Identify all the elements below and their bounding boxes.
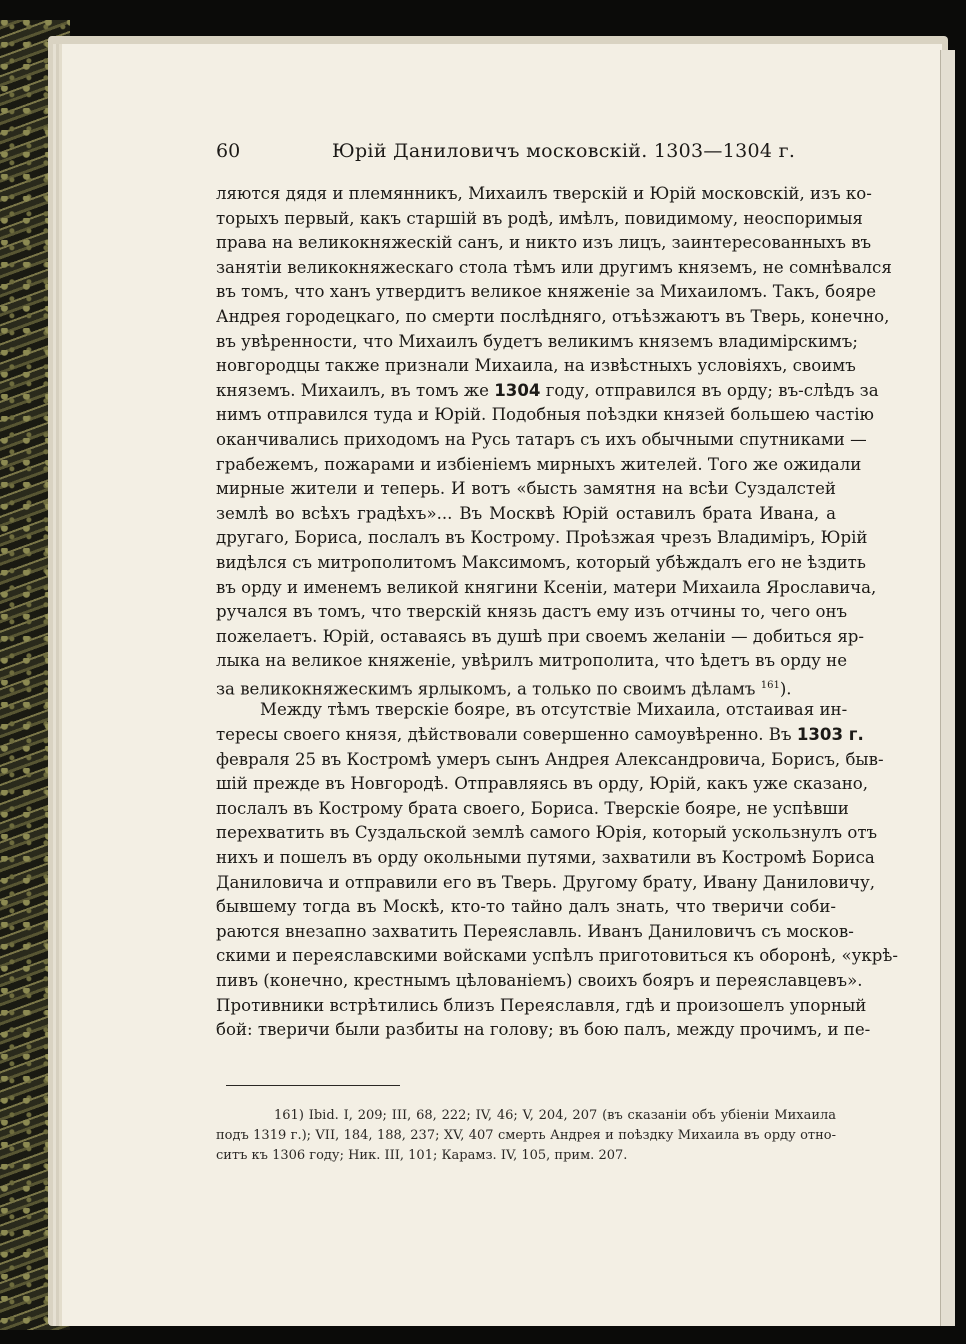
text-line: мирные жители и теперь. И вотъ «бысть замятня на всѣи Суздалстей xyxy=(216,479,836,499)
text-line: грабежемъ, пожарами и избіеніемъ мирныхъ жителей. Того же ожидали xyxy=(216,454,862,474)
text-line: Андрея городецкаго, по смерти послѣдняго, отъѣзжаютъ въ Тверь, конечно, xyxy=(216,306,890,326)
text-line: другаго, Бориса, послалъ въ Кострому. Проѣзжая чрезъ Владиміръ, Юрій xyxy=(216,528,868,548)
text-line: нимъ отправился туда и Юрій. Подобныя поѣздки князей большею частію xyxy=(216,405,875,425)
footnote-line: подъ 1319 г.); VII, 184, 188, 237; XV, 407 смерть Андрея и поѣздку Михаила въ орду отно- xyxy=(216,1128,836,1143)
year-1303: 1303 г. xyxy=(796,725,864,745)
text-segment: году, отправился въ орду; въ-слѣдъ за xyxy=(540,380,879,400)
footnote-rule xyxy=(226,1085,400,1086)
text-line: бывшему тогда въ Москѣ, кто-то тайно далъ знать, что тверичи соби- xyxy=(216,897,836,917)
text-line: ручался въ томъ, что тверскій князь дастъ ему изъ отчины то, чего онъ xyxy=(216,602,848,622)
facing-page-edge xyxy=(940,50,955,1326)
text-line: пивъ (конечно, крестнымъ цѣлованіемъ) своихъ бояръ и переяславцевъ». xyxy=(216,971,863,990)
text-line: бой: тверичи были разбиты на голову; въ бою палъ, между прочимъ, и пе- xyxy=(216,1020,871,1040)
text-segment: княземъ. Михаилъ, въ томъ же xyxy=(216,380,489,400)
text-line: занятіи великокняжескаго стола тѣмъ или другимъ княземъ, не сомнѣвался xyxy=(216,257,892,277)
text-segment: за великокняжескимъ ярлыкомъ, а только по своимъ дѣламъ xyxy=(216,679,756,699)
text-line: видѣлся съ митрополитомъ Максимомъ, который убѣждалъ его не ѣздить xyxy=(216,552,866,572)
text-line: февраля 25 въ Костромѣ умеръ сынъ Андрея Александровича, Борисъ, быв- xyxy=(216,749,884,769)
text-line: землѣ во всѣхъ градѣхъ»... Въ Москвѣ Юрій оставилъ брата Ивана, а xyxy=(216,503,836,523)
text-line: скими и переяславскими войсками успѣлъ приготовиться къ оборонѣ, «укрѣ- xyxy=(216,946,898,966)
footnote-ref: 161 xyxy=(760,679,780,691)
running-header xyxy=(216,140,836,170)
footnotes xyxy=(216,1106,836,1166)
footnote-line: ситъ къ 1306 году; Ник. III, 101; Карамз. IV, 105, прим. 207. xyxy=(216,1148,628,1163)
text-line: Даниловича и отправили его въ Тверь. Другому брату, Ивану Даниловичу, xyxy=(216,872,876,892)
body-text xyxy=(216,182,898,1043)
text-line-with-year xyxy=(216,723,864,748)
text-line: пожелаетъ. Юрій, оставаясь въ душѣ при своемъ желаніи — добиться яр- xyxy=(216,626,865,646)
text-line: шій прежде въ Новгородѣ. Отправляясь въ орду, Юрій, какъ уже сказано, xyxy=(216,774,869,794)
page-number: 60 xyxy=(216,140,241,162)
text-line: нихъ и пошелъ въ орду окольными путями, захватили въ Костромѣ Бориса xyxy=(216,848,875,868)
text-line: ляются дядя и племянникъ, Михаилъ тверскій и Юрій московскій, изъ ко- xyxy=(216,184,872,203)
footnote-line: 161) Ibid. I, 209; III, 68, 222; IV, 46; V, 204, 207 (въ сказаніи объ убіеніи Михаила xyxy=(274,1108,836,1123)
text-line: права на великокняжескій санъ, и никто изъ лицъ, заинтересованныхъ въ xyxy=(216,233,872,253)
text-line: раются внезапно захватить Переяславль. Иванъ Даниловичъ съ москов- xyxy=(216,921,854,941)
year-1304: 1304 xyxy=(494,380,541,400)
text-segment: ). xyxy=(779,679,792,699)
text-segment: тересы своего князя, дѣйствовали совершенно самоувѣренно. Въ xyxy=(216,725,792,745)
text-line-with-footnote-ref xyxy=(216,674,836,699)
text-line-with-year xyxy=(216,379,879,404)
text-line: оканчивались приходомъ на Русь татаръ съ ихъ обычными спутниками — xyxy=(216,429,867,449)
text-line: новгородцы также признали Михаила, на извѣстныхъ условіяхъ, своимъ xyxy=(216,356,856,376)
text-line: въ томъ, что ханъ утвердитъ великое княженіе за Михаиломъ. Такъ, бояре xyxy=(216,282,877,302)
running-title: Юрій Даниловичъ московскій. 1303—1304 г. xyxy=(332,140,796,162)
text-line: лыка на великое княженіе, увѣрилъ митрополита, что ѣдетъ въ орду не xyxy=(216,651,848,671)
text-line: въ орду и именемъ великой княгини Ксеніи, матери Михаила Ярославича, xyxy=(216,577,877,597)
text-line: въ увѣренности, что Михаилъ будетъ великимъ княземъ владимірскимъ; xyxy=(216,331,858,351)
text-line: послалъ въ Кострому брата своего, Бориса. Тверскіе бояре, не успѣвши xyxy=(216,798,849,818)
text-line: Между тѣмъ тверскіе бояре, въ отсутствіе Михаила, отстаивая ин- xyxy=(260,700,848,720)
text-line: торыхъ первый, какъ старшій въ родѣ, имѣлъ, повидимому, неоспоримыя xyxy=(216,208,863,228)
text-line: Противники встрѣтились близъ Переяславля, гдѣ и произошелъ упорный xyxy=(216,995,867,1015)
text-line: перехватить въ Суздальской землѣ самого Юрія, который ускользнулъ отъ xyxy=(216,823,878,843)
